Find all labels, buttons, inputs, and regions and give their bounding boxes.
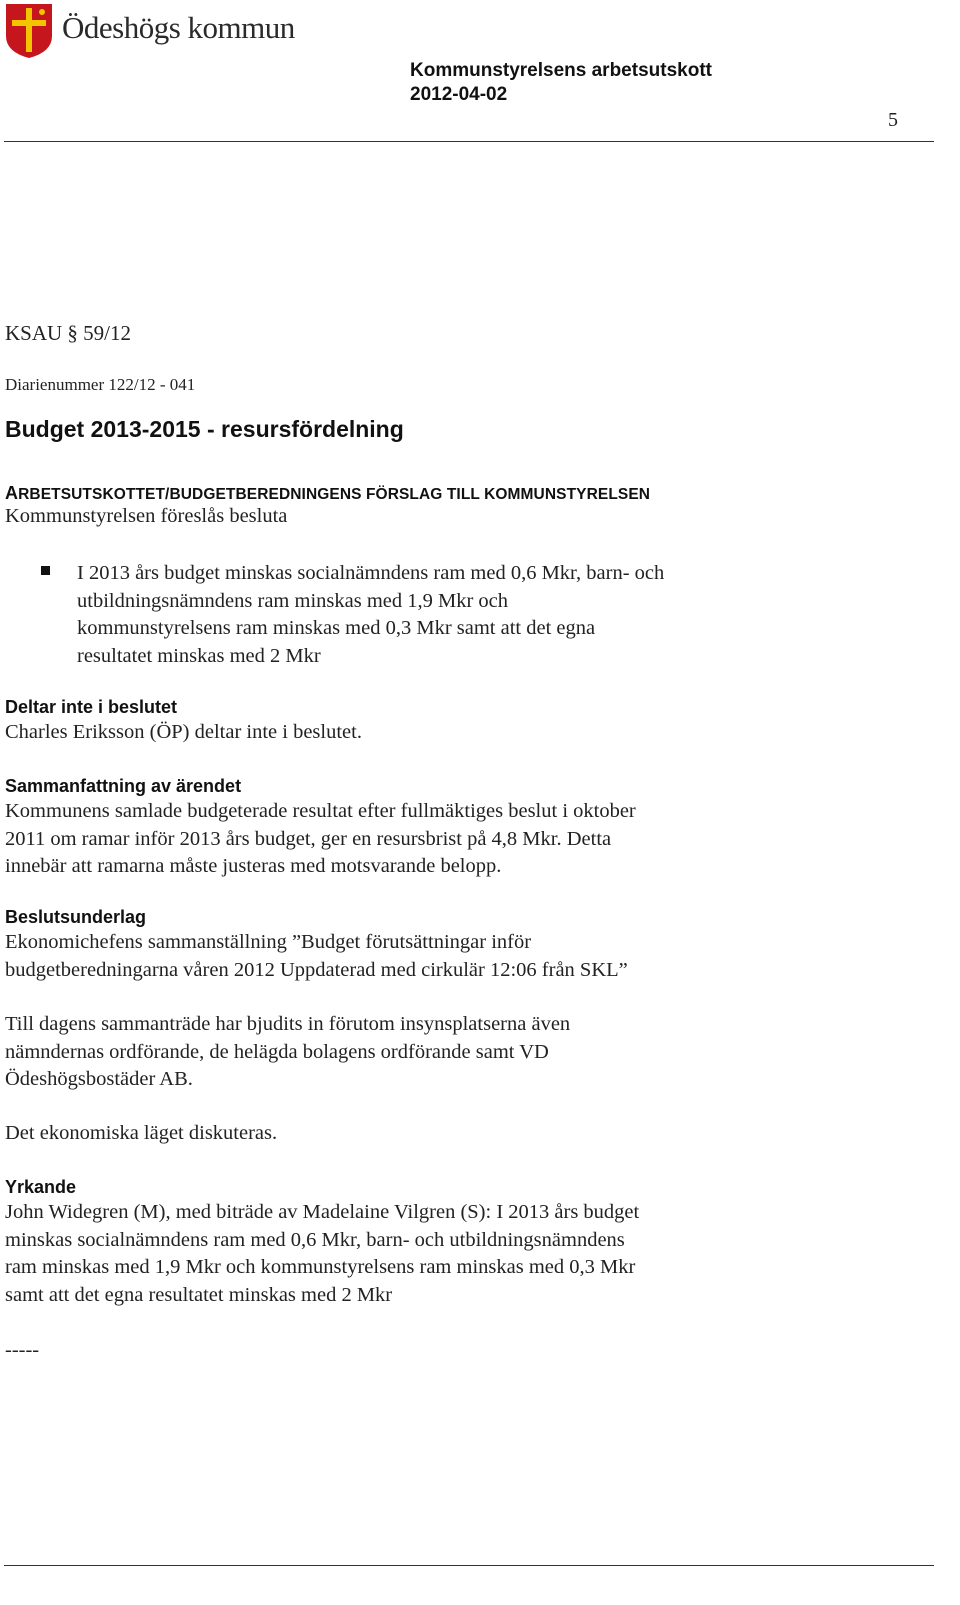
logo-cross-vertical — [26, 8, 32, 52]
logo-cross-horizontal — [12, 20, 46, 26]
discussion-text: Det ekonomiska läget diskuteras. — [5, 1122, 278, 1144]
footer-divider — [4, 1565, 934, 1566]
bullet-square-icon — [41, 566, 50, 575]
organization-name: Ödeshögs kommun — [62, 10, 295, 45]
section-identifier: KSAU § 59/12 — [5, 321, 132, 345]
header-divider — [4, 141, 934, 142]
sammanfattning-heading: Sammanfattning av ärendet — [5, 776, 242, 796]
meeting-date: 2012-04-02 — [410, 84, 508, 105]
proposal-bullet-text: I 2013 års budget minskas socialnämndens ram med 0,6 Mkr, barn- och utbildningsnämndens ram minskas med 1,9 Mkr och kommunstyrelsens ram minskas med 0,3 Mkr samt att det egna resultatet minskas med 2 Mkr — [77, 562, 665, 667]
logo-star — [39, 9, 45, 15]
separator-dashes: ----- — [5, 1339, 40, 1361]
proposal-heading-rest: RBETSUTSKOTTET/BUDGETBEREDNINGENS FÖRSLAG TILL KOMMUNSTYRELSEN — [18, 486, 651, 503]
page-number: 5 — [888, 109, 898, 131]
committee-name: Kommunstyrelsens arbetsutskott — [410, 60, 712, 81]
yrkande-text: John Widegren (M), med biträde av Madelaine Vilgren (S): I 2013 års budget minskas socialnämndens ram med 0,6 Mkr, barn- och utbildningsnämndens ram minskas med 1,9 Mkr och kommunstyrelsens ram minskas med 0,3 Mkr samt att det egna resultatet minskas med 2 Mkr — [5, 1201, 640, 1306]
municipality-logo — [4, 2, 54, 60]
deltar-inte-heading: Deltar inte i beslutet — [5, 697, 178, 717]
proposal-intro: Kommunstyrelsen föreslås besluta — [5, 505, 288, 527]
yrkande-heading: Yrkande — [5, 1177, 77, 1197]
deltar-inte-text: Charles Eriksson (ÖP) deltar inte i beslutet. — [5, 721, 362, 743]
document-title: Budget 2013-2015 - resursfördelning — [5, 416, 404, 442]
invited-participants-text: Till dagens sammanträde har bjudits in förutom insynsplatserna även nämndernas ordförande, de helägda bolagens ordförande samt VD Ödeshögsbostäder AB. — [5, 1013, 571, 1090]
beslutsunderlag-text: Ekonomichefens sammanställning ”Budget förutsättningar inför budgetberedningarna våren 2012 Uppdaterad med cirkulär 12:06 från SKL” — [5, 931, 628, 981]
beslutsunderlag-heading: Beslutsunderlag — [5, 907, 147, 927]
diarienummer: Diarienummer 122/12 - 041 — [5, 375, 196, 394]
sammanfattning-text: Kommunens samlade budgeterade resultat efter fullmäktiges beslut i oktober 2011 om ramar inför 2013 års budget, ger en resursbrist på 4,8 Mkr. Detta innebär att ramarna måste justeras med motsvarande belopp. — [5, 800, 636, 877]
proposal-heading-initial: A — [5, 483, 19, 503]
proposal-heading — [5, 483, 650, 504]
